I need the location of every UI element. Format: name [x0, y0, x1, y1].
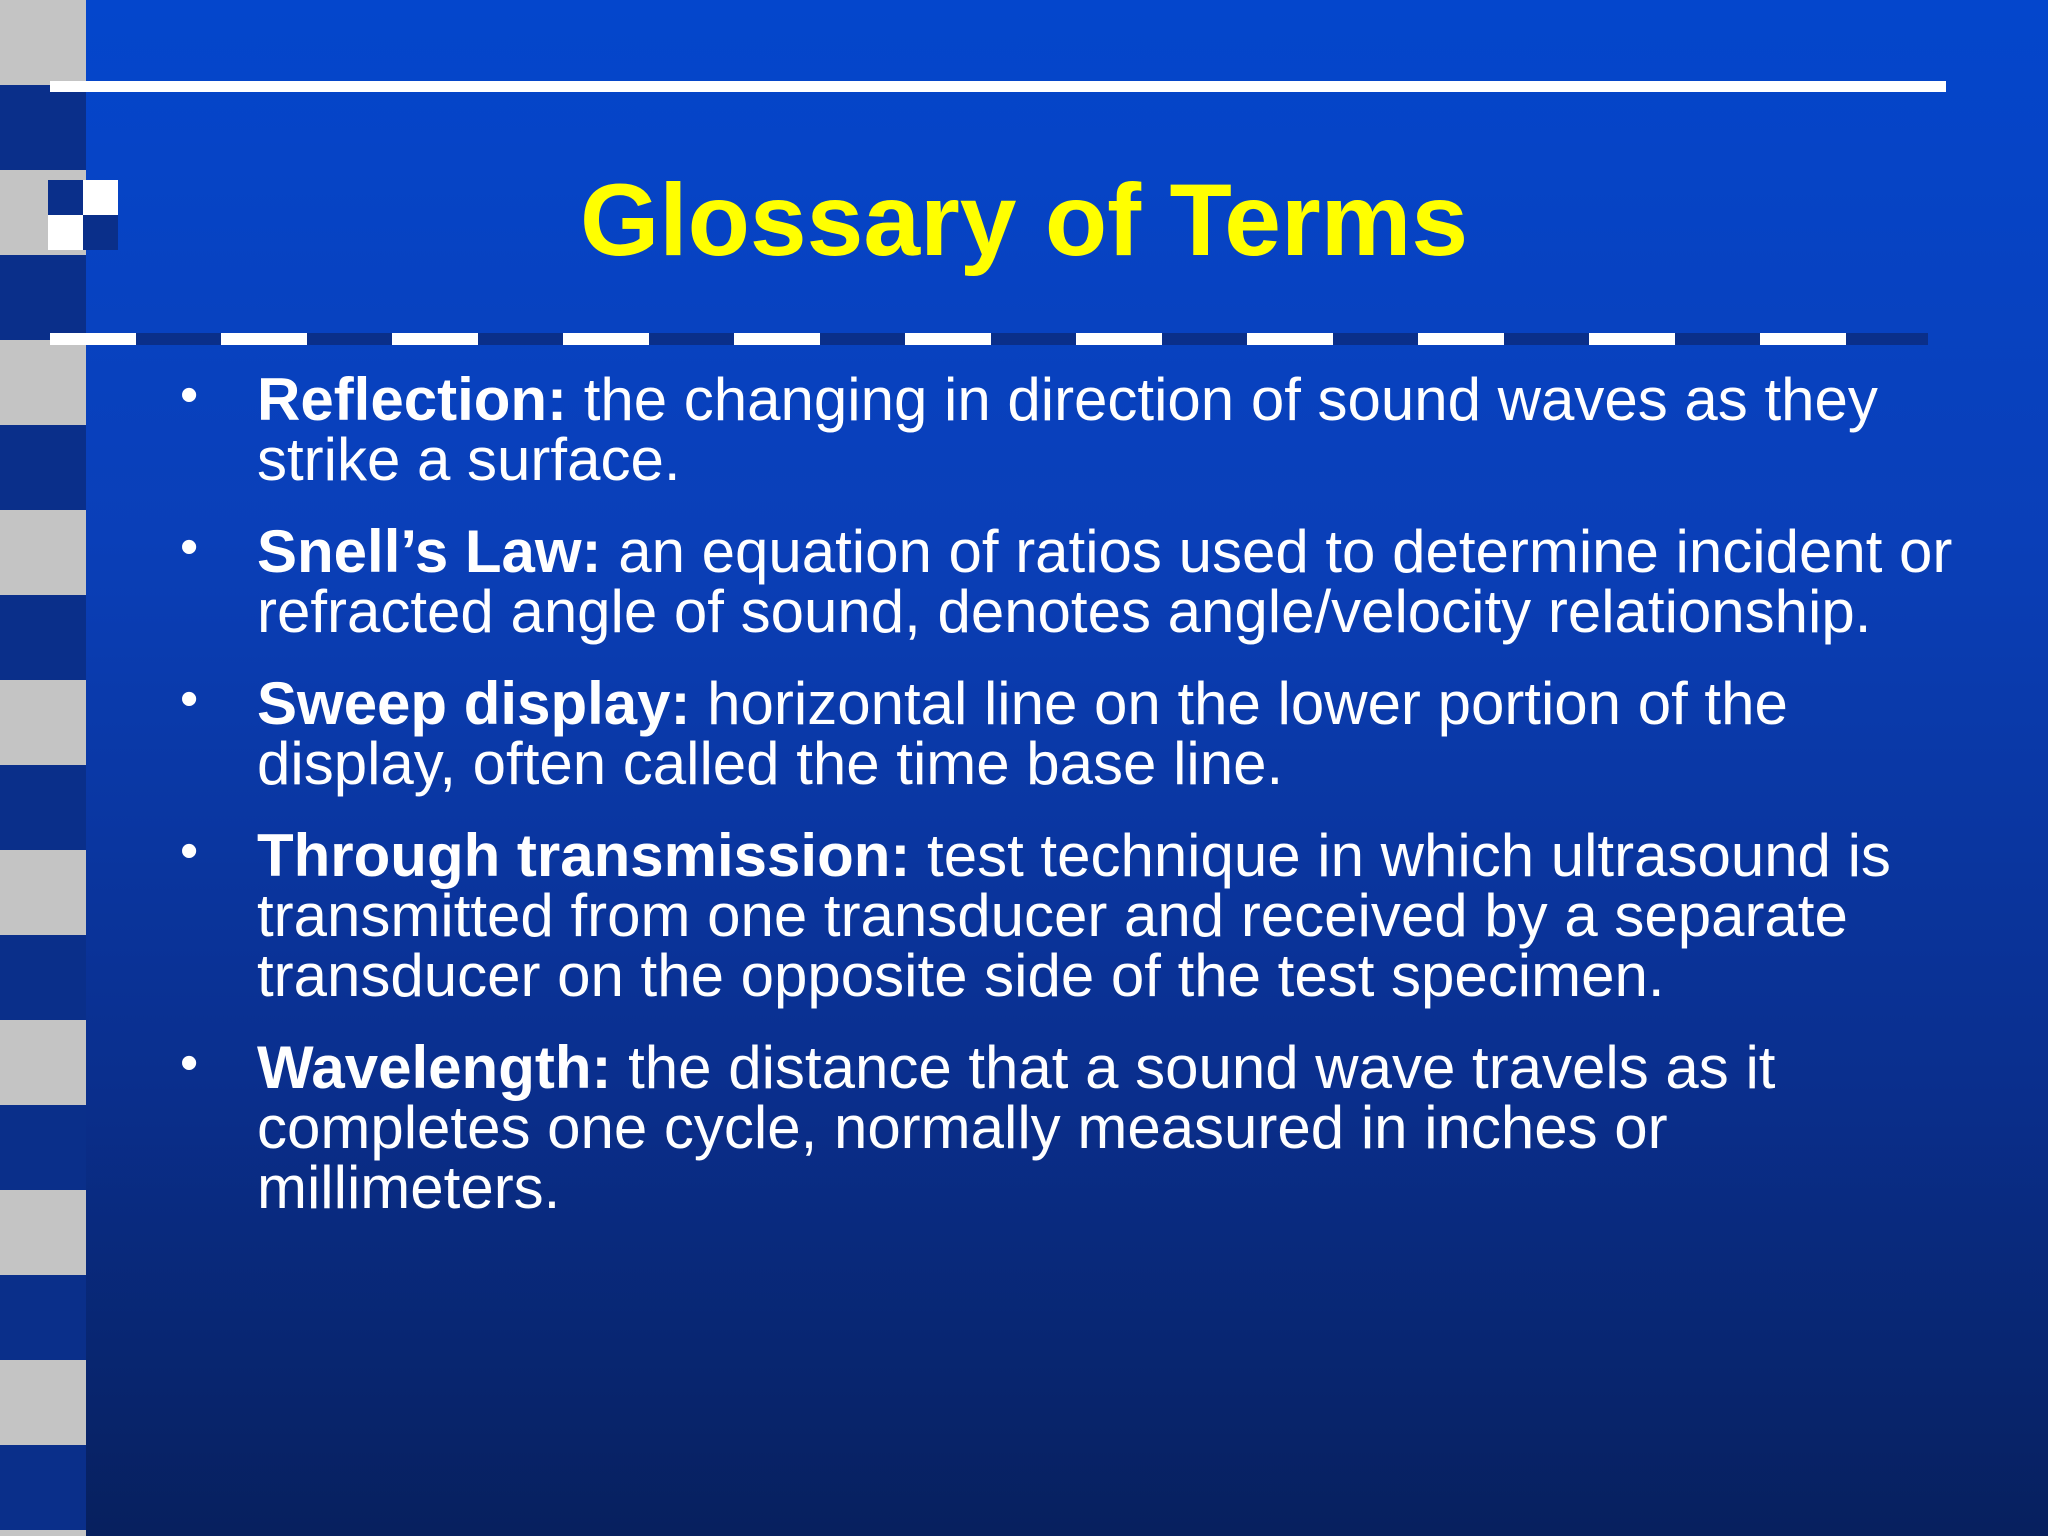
strip-cell [0, 340, 86, 425]
rule-dash [734, 333, 820, 345]
strip-cell [0, 1105, 86, 1190]
strip-cell [0, 850, 86, 935]
strip-cell [0, 0, 86, 85]
glossary-item-wavelength [180, 1034, 1980, 1221]
rule-dash [392, 333, 478, 345]
rule-dash [1760, 333, 1846, 345]
strip-cell [0, 1445, 86, 1530]
strip-cell [0, 1530, 86, 1536]
term-name: Snell’s Law: [257, 518, 602, 585]
term-definition: the distance that a sound wave travels as it completes one cycle, normally measured in inches or millimeters. [257, 1034, 1776, 1221]
strip-cell [0, 1360, 86, 1445]
rule-dash [221, 333, 307, 345]
glossary-item-snells-law [180, 518, 1980, 645]
term-definition: the changing in direction of sound waves as they strike a surface. [257, 366, 1878, 493]
glossary-item-reflection [180, 366, 1980, 493]
rule-dash [50, 333, 136, 345]
rule-dash [1076, 333, 1162, 345]
dashed-rule [50, 333, 1928, 345]
strip-cell [0, 510, 86, 595]
glossary-list [180, 366, 1980, 1250]
glossary-item-through-transmission [180, 822, 1980, 1009]
slide-title: Glossary of Terms [579, 163, 1469, 277]
strip-cell [0, 680, 86, 765]
term-name: Reflection: [257, 366, 568, 433]
term-name: Wavelength: [257, 1034, 612, 1101]
glossary-item-sweep-display [180, 670, 1980, 797]
rule-dash [563, 333, 649, 345]
term-name: Sweep display: [257, 670, 691, 737]
bullet-icon: • [180, 670, 199, 728]
strip-cell [0, 595, 86, 680]
term-definition: test technique in which ultrasound is transmitted from one transducer and received by a separate transducer on the opposite side of the test specimen. [257, 822, 1891, 1009]
strip-cell [0, 765, 86, 850]
rule-dash [1247, 333, 1333, 345]
term-definition: an equation of ratios used to determine incident or refracted angle of sound, denotes angle/velocity relationship. [257, 518, 1953, 645]
bullet-icon: • [180, 1034, 199, 1092]
strip-cell [0, 935, 86, 1020]
bullet-icon: • [180, 366, 199, 424]
strip-cell [0, 1190, 86, 1275]
bullet-icon: • [180, 518, 199, 576]
strip-cell [0, 1020, 86, 1105]
strip-cell [0, 425, 86, 510]
rule-dash [1589, 333, 1675, 345]
bullet-icon: • [180, 822, 199, 880]
term-definition: horizontal line on the lower portion of the display, often called the time base line. [257, 670, 1788, 797]
top-rule [50, 81, 1946, 92]
strip-cell [0, 85, 86, 170]
rule-dash [905, 333, 991, 345]
rule-dash [1418, 333, 1504, 345]
strip-cell [0, 1275, 86, 1360]
term-name: Through transmission: [257, 822, 911, 889]
